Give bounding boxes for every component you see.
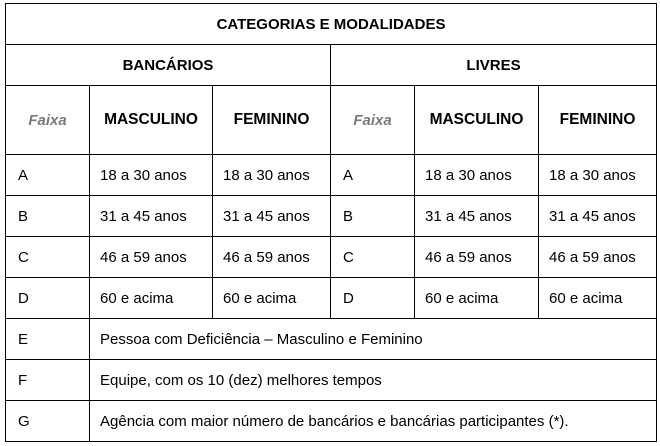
header-feminino: FEMININO [213,86,331,155]
feminino-cell: 31 a 45 anos [539,196,657,237]
faixa-cell: F [6,360,90,401]
table-row [6,155,657,196]
feminino-cell: 31 a 45 anos [213,196,331,237]
feminino-cell: 18 a 30 anos [539,155,657,196]
faixa-cell: A [331,155,415,196]
table-row [6,319,657,360]
masculino-cell: 60 e acima [415,278,539,319]
description-cell: Equipe, com os 10 (dez) melhores tempos [90,360,657,401]
table-row [6,360,657,401]
header-masculino: MASCULINO [90,86,213,155]
table-row [6,196,657,237]
header-feminino: FEMININO [539,86,657,155]
feminino-cell: 60 e acima [213,278,331,319]
table-row [6,401,657,442]
masculino-cell: 18 a 30 anos [90,155,213,196]
feminino-cell: 46 a 59 anos [213,237,331,278]
faixa-cell: D [331,278,415,319]
faixa-cell: C [6,237,90,278]
masculino-cell: 31 a 45 anos [415,196,539,237]
group-bancarios: BANCÁRIOS [6,45,331,86]
feminino-cell: 60 e acima [539,278,657,319]
header-faixa: Faixa [6,86,90,155]
faixa-cell: D [6,278,90,319]
feminino-cell: 46 a 59 anos [539,237,657,278]
masculino-cell: 18 a 30 anos [415,155,539,196]
group-livres: LIVRES [331,45,657,86]
faixa-cell: B [6,196,90,237]
masculino-cell: 46 a 59 anos [90,237,213,278]
table-row [6,278,657,319]
feminino-cell: 18 a 30 anos [213,155,331,196]
faixa-cell: A [6,155,90,196]
faixa-cell: C [331,237,415,278]
header-masculino: MASCULINO [415,86,539,155]
faixa-cell: E [6,319,90,360]
masculino-cell: 31 a 45 anos [90,196,213,237]
masculino-cell: 60 e acima [90,278,213,319]
faixa-cell: G [6,401,90,442]
masculino-cell: 46 a 59 anos [415,237,539,278]
description-cell: Agência com maior número de bancários e bancárias participantes (*). [90,401,657,442]
table-title: CATEGORIAS E MODALIDADES [6,4,657,45]
header-faixa: Faixa [331,86,415,155]
description-cell: Pessoa com Deficiência – Masculino e Feminino [90,319,657,360]
categories-table [5,3,657,442]
faixa-cell: B [331,196,415,237]
table-row [6,237,657,278]
